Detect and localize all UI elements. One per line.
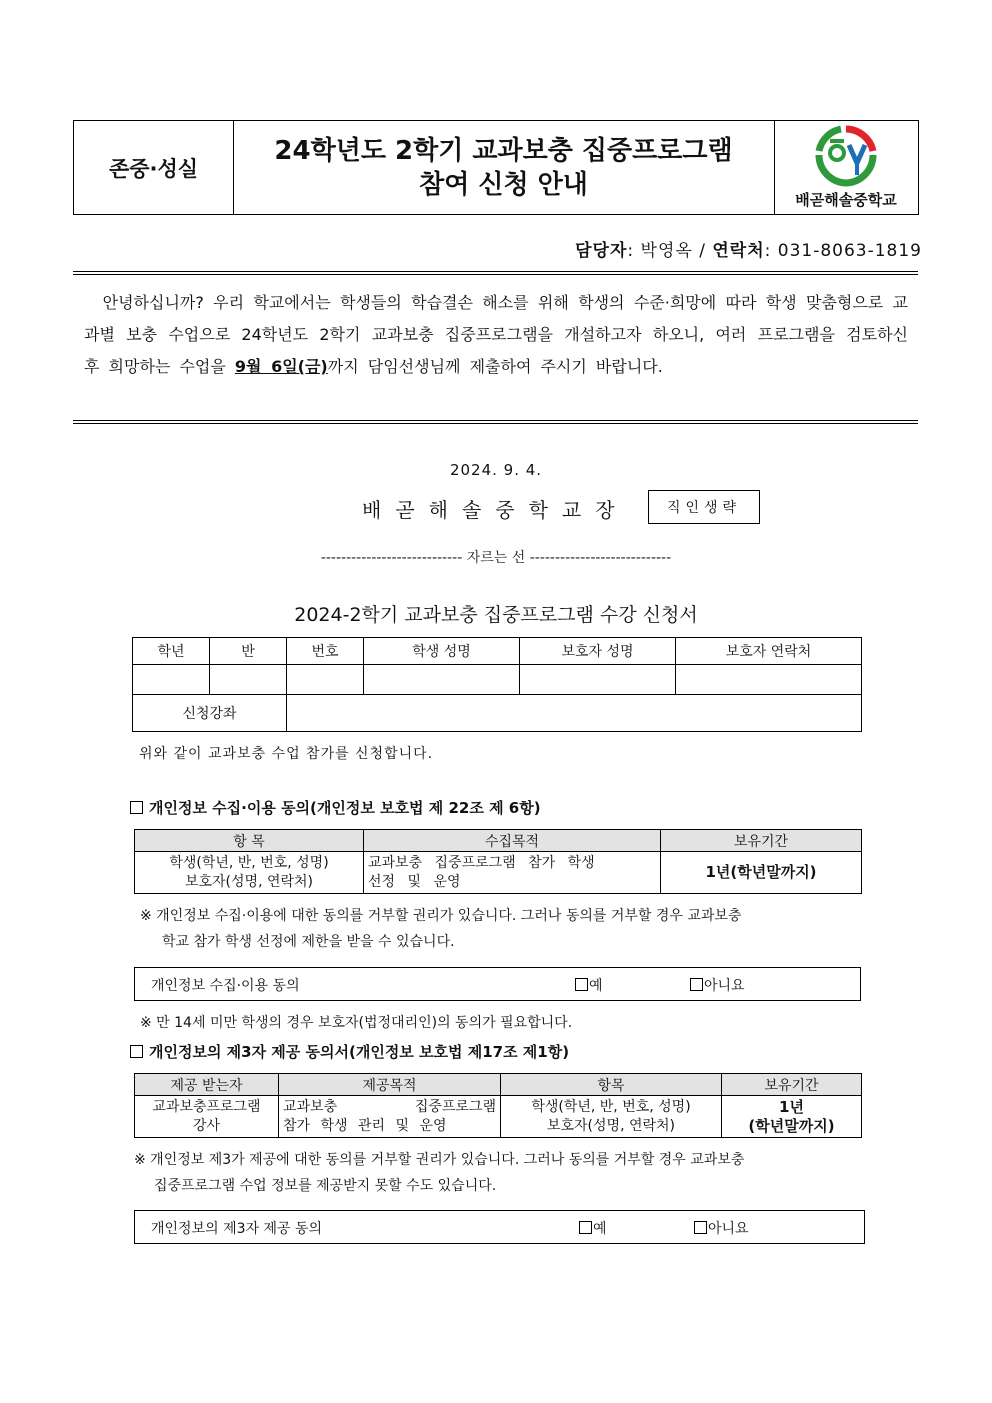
third-party-consent-box (134, 1210, 865, 1244)
divider-bottom (73, 420, 918, 424)
header-item: 항 목 (135, 830, 364, 852)
minor-consent-note: ※ 만 14세 미만 학생의 경우 보호자(법정대리인)의 동의가 필요합니다. (140, 1015, 573, 1031)
contact-phone: : 031-8063-1819 (764, 241, 922, 261)
header-items: 항목 (501, 1074, 722, 1096)
header-retention: 보유기간 (722, 1074, 862, 1096)
student-name-field[interactable] (364, 665, 520, 695)
cut-line: ---------------------------- 자르는 선 ---------------------------- (320, 550, 672, 566)
application-table (132, 637, 862, 732)
third-party-consent-no[interactable]: 아니요 (694, 1218, 749, 1238)
title-line-2: 참여 신청 안내 (419, 169, 588, 200)
retention-period: 1년 (학년말까지) (722, 1096, 862, 1138)
provided-items: 학생(학년, 반, 번호, 성명) 보호자(성명, 연락처) (501, 1096, 722, 1138)
official-seal-omitted: 직인생략 (648, 490, 760, 524)
checkbox-icon[interactable] (694, 1221, 707, 1234)
course-label: 신청강좌 (133, 695, 287, 732)
checkbox-icon[interactable] (690, 978, 703, 991)
collection-consent-box (134, 967, 861, 1001)
col-grade: 학년 (133, 638, 210, 665)
grade-field[interactable] (133, 665, 210, 695)
school-name: 배곧해솔중학교 (795, 191, 897, 209)
divider-top (73, 271, 918, 275)
privacy-collection-heading: 개인정보 수집·이용 동의(개인정보 보호법 제 22조 제 6항) (130, 797, 541, 818)
header-purpose: 제공목적 (279, 1074, 501, 1096)
application-statement: 위와 같이 교과보충 수업 참가를 신청합니다. (139, 746, 434, 762)
col-student-name: 학생 성명 (364, 638, 520, 665)
privacy-collection-table (134, 829, 862, 894)
header-purpose: 수집목적 (364, 830, 661, 852)
header-box (73, 120, 919, 215)
col-class: 반 (210, 638, 287, 665)
checkbox-icon[interactable] (575, 978, 588, 991)
school-emblem-icon (811, 125, 881, 187)
intro-text-before: 안녕하십니까? 우리 학교에서는 학생들의 학습결손 해소를 위해 학생의 수준·희망에 따라 학생 맞춤형으로 교과별 보충 수업으로 24학년도 2학기 교과보충 집중프로그램을 개설하고자 하오니, 여러 프로그램을 검토하신 후 희망하는 수업을 (84, 293, 908, 376)
collection-purpose: 교과보충 집중프로그램 참가 학생 선정 및 운영 (364, 852, 661, 894)
document-date: 2024. 9. 4. (449, 461, 543, 479)
collection-consent-label: 개인정보 수집·이용 동의 (151, 978, 300, 994)
third-party-heading: 개인정보의 제3자 제공 동의서(개인정보 보호법 제17조 제1항) (130, 1041, 569, 1062)
guardian-phone-field[interactable] (676, 665, 862, 695)
provision-purpose: 교과보충 집중프로그램 참가 학생 관리 및 운영 (279, 1096, 501, 1138)
school-logo (774, 121, 918, 214)
col-guardian-phone: 보호자 연락처 (676, 638, 862, 665)
contact-person: : 박영옥 / (627, 241, 713, 261)
principal-title: 배곧해솔중학교장 (362, 498, 629, 522)
third-party-consent-yes[interactable]: 예 (579, 1218, 607, 1238)
intro-text-after: 까지 담임선생님께 제출하여 주시기 바랍니다. (327, 357, 663, 376)
checkbox-icon (130, 1045, 143, 1058)
collection-consent-yes[interactable]: 예 (575, 975, 603, 995)
col-guardian-name: 보호자 성명 (520, 638, 676, 665)
retention-period: 1년(학년말까지) (661, 852, 862, 894)
privacy-collection-note: ※ 개인정보 수집·이용에 대한 동의를 거부할 권리가 있습니다. 그러나 동의를 거부할 경우 교과보충 학교 참가 학생 선정에 제한을 받을 수 있습니다. (140, 908, 742, 950)
number-field[interactable] (287, 665, 364, 695)
class-field[interactable] (210, 665, 287, 695)
header-retention: 보유기간 (661, 830, 862, 852)
recipient: 교과보충프로그램 강사 (135, 1096, 279, 1138)
header-recipient: 제공 받는자 (135, 1074, 279, 1096)
col-number: 번호 (287, 638, 364, 665)
guardian-name-field[interactable] (520, 665, 676, 695)
third-party-consent-label: 개인정보의 제3자 제공 동의 (151, 1221, 323, 1237)
submission-deadline: 9월 6일(금) (234, 357, 328, 376)
collected-items: 학생(학년, 반, 번호, 성명) 보호자(성명, 연락처) (135, 852, 364, 894)
document-title (233, 121, 775, 214)
contact-person-label: 담당자 (575, 241, 628, 261)
third-party-table (134, 1073, 862, 1138)
checkbox-icon[interactable] (579, 1221, 592, 1234)
title-line-1: 24학년도 2학기 교과보충 집중프로그램 (274, 135, 733, 166)
checkbox-icon (130, 801, 143, 814)
intro-paragraph (84, 287, 908, 383)
contact-info (575, 236, 922, 261)
third-party-note: ※ 개인정보 제3가 제공에 대한 동의를 거부할 권리가 있습니다. 그러나 동의를 거부할 경우 교과보충 집중프로그램 수업 정보를 제공받지 못할 수도 있습니다. (134, 1152, 745, 1194)
collection-consent-no[interactable]: 아니요 (690, 975, 745, 995)
course-field[interactable] (287, 695, 862, 732)
school-motto: 존중·성실 (74, 121, 234, 214)
contact-phone-label: 연락처 (712, 241, 765, 261)
form-title: 2024-2학기 교과보충 집중프로그램 수강 신청서 (294, 604, 698, 626)
